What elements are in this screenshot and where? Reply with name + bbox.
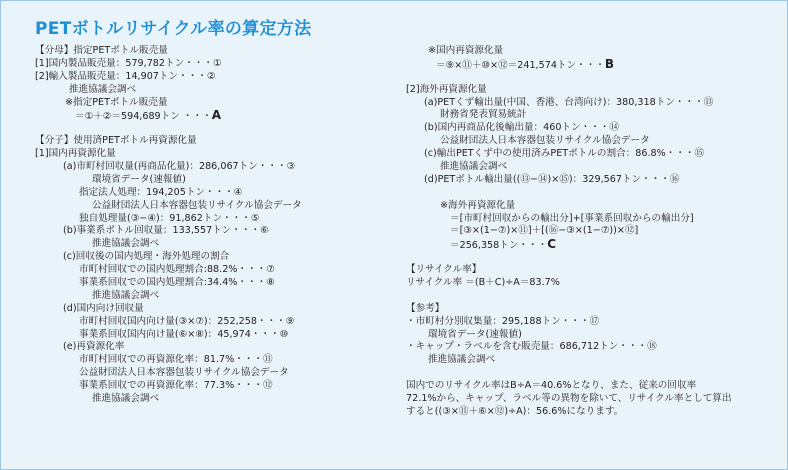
text-line <box>35 97 407 110</box>
text-line <box>35 341 407 354</box>
line-text: 推進協議会調べ <box>428 354 496 366</box>
text-line <box>35 213 407 226</box>
line-text: 72.1%から、キャップ、ラベル等の異物を除いて、リサイクル率として算出 <box>406 393 732 405</box>
line-text: リサイクル率 ＝(B＋C)÷A＝83.7% <box>406 277 560 289</box>
line-text: (d)国内向け回収量 <box>63 302 144 314</box>
text-line <box>406 174 776 187</box>
line-text: (b)国内再商品化後輸出量：460トン・・・⑭ <box>424 122 619 134</box>
text-line <box>35 329 407 342</box>
line-text: 推進協議会調べ <box>440 161 508 173</box>
line-text: 推進協議会調べ <box>92 289 160 301</box>
line-text: 【参考】 <box>406 302 445 314</box>
text-line <box>35 161 407 174</box>
text-line <box>406 45 776 58</box>
line-text: 【リサイクル率】 <box>406 264 482 276</box>
text-line <box>406 148 776 161</box>
text-line <box>406 84 776 97</box>
line-text: 事業系回収での国内処理割合:34.4%・・・⑧ <box>79 277 275 289</box>
text-line <box>406 354 776 367</box>
text-line <box>35 45 407 58</box>
line-text: (c)回収後の国内処理・海外処理の割合 <box>63 251 230 263</box>
text-line <box>35 109 407 122</box>
text-line <box>35 303 407 316</box>
text-line <box>406 341 776 354</box>
text-line <box>406 109 776 122</box>
line-text: 市町村回収での国内処理割合:88.2%・・・⑦ <box>79 264 275 276</box>
line-text: 推進協議会調べ <box>69 83 137 95</box>
spacer <box>406 187 776 200</box>
text-line <box>406 380 776 393</box>
line-text: [2]海外再資源化量 <box>406 83 487 95</box>
line-text: 市町村回収国内向け量(③×⑦)：252,258・・・⑨ <box>79 315 295 327</box>
line-text: 公益財団法人日本容器包装リサイクル協会データ <box>92 199 302 211</box>
line-text: (b)事業系ボトル回収量：133,557トン・・・⑥ <box>63 225 269 237</box>
line-text: 財務省発表貿易統計 <box>440 109 527 121</box>
text-line <box>406 406 776 419</box>
text-line <box>35 316 407 329</box>
text-line <box>35 58 407 71</box>
line-text: 公益財団法人日本容器包装リサイクル協会データ <box>79 367 289 379</box>
line-text: (c)輸出PETくず中の使用済みPETボトルの割合：86.8%・・・⑮ <box>424 148 705 160</box>
text-line <box>406 264 776 277</box>
text-line <box>35 225 407 238</box>
total-label: B <box>604 56 615 71</box>
total-label: A <box>211 108 221 123</box>
text-line <box>35 380 407 393</box>
text-line <box>406 58 776 71</box>
line-text: 【分母】指定PETボトル販売量 <box>35 45 168 56</box>
text-line <box>406 200 776 213</box>
total-label: C <box>547 237 557 252</box>
line-text: 【分子】使用済PETボトル再資源化量 <box>35 135 197 147</box>
text-line <box>35 251 407 264</box>
text-line <box>406 161 776 174</box>
line-text: 公益財団法人日本容器包装リサイクル協会データ <box>440 135 650 147</box>
line-text: ＝①＋②＝594,689トン ・・・ <box>75 111 212 123</box>
text-line <box>406 135 776 148</box>
right-column <box>406 45 776 419</box>
spacer <box>406 367 776 380</box>
text-line <box>35 187 407 200</box>
line-text: ＝⑨×⑪＋⑩×⑫＝241,574トン・・・ <box>436 59 605 71</box>
line-text: 独自処理量(③−④)：91,862トン・・・⑤ <box>79 212 260 224</box>
text-line <box>35 290 407 303</box>
text-line <box>406 225 776 238</box>
line-text: ※国内再資源化量 <box>428 45 504 56</box>
line-text: 推進協議会調べ <box>92 238 160 250</box>
text-line <box>35 200 407 213</box>
line-text: 事業系回収国内向け量(⑥×⑧)：45,974・・・⑩ <box>79 328 289 340</box>
line-text: (e)再資源化率 <box>63 341 125 353</box>
line-text: [1]国内再資源化量 <box>35 148 116 160</box>
line-text: 事業系回収での再資源化率：77.3%・・・⑫ <box>79 380 273 392</box>
line-text: 環境省データ(速報値) <box>92 173 186 185</box>
line-text: 環境省データ(速報値) <box>428 328 522 340</box>
text-line <box>406 238 776 251</box>
text-line <box>35 148 407 161</box>
text-line <box>35 238 407 251</box>
spacer <box>35 122 407 135</box>
line-text: (d)PETボトル輸出量((⑬−⑭)×⑮)：329,567トン・・・⑯ <box>424 173 680 185</box>
line-text: (a)PETくず輸出量(中国、香港、台湾向け)：380,318トン・・・⑬ <box>424 96 714 108</box>
page-title: PETボトルリサイクル率の算定方法 <box>35 19 312 39</box>
left-column <box>35 45 407 406</box>
line-text: 指定法人処理：194,205トン・・・④ <box>79 186 243 198</box>
text-line <box>35 277 407 290</box>
text-line <box>35 367 407 380</box>
spacer <box>406 251 776 264</box>
line-text: すると((③×⑪＋⑥×⑫)÷A)：56.6%になります。 <box>406 405 624 417</box>
line-text: ※海外再資源化量 <box>440 199 516 211</box>
line-text: ＝256,358トン・・・ <box>450 240 548 252</box>
text-line <box>35 354 407 367</box>
text-line <box>406 122 776 135</box>
text-line <box>406 97 776 110</box>
text-line <box>35 135 407 148</box>
spacer <box>406 290 776 303</box>
line-text: [1]国内製品販売量：579,782トン・・・① <box>35 57 222 69</box>
line-text: 国内でのリサイクル率はB÷A＝40.6%となり、また、従来の回収率 <box>406 380 697 392</box>
line-text: ※指定PETボトル販売量 <box>65 96 168 108</box>
text-line <box>406 329 776 342</box>
text-line <box>35 84 407 97</box>
text-line <box>406 213 776 226</box>
text-line <box>406 303 776 316</box>
line-text: ・市町村分別収集量：295,188トン・・・⑰ <box>406 315 600 327</box>
text-line <box>406 393 776 406</box>
line-text: ＝[市町村回収からの輸出分]+[事業系回収からの輸出分] <box>450 212 694 224</box>
spacer <box>406 71 776 84</box>
text-line <box>35 174 407 187</box>
text-line <box>406 277 776 290</box>
text-line <box>35 264 407 277</box>
line-text: ＝[③×(1−⑦)×⑪]＋[(⑯−③×(1−⑦))×⑫] <box>450 225 639 237</box>
line-text: ・キャップ・ラベルを含む販売量：686,712トン・・・⑱ <box>406 341 657 353</box>
line-text: (a)市町村回収量(再商品化量)：286,067トン・・・③ <box>63 161 296 173</box>
text-line <box>35 71 407 84</box>
line-text: 市町村回収での再資源化率：81.7%・・・⑪ <box>79 354 273 366</box>
text-line <box>406 316 776 329</box>
text-line <box>35 393 407 406</box>
line-text: [2]輸入製品販売量：14,907トン・・・② <box>35 70 216 82</box>
line-text: 推進協議会調べ <box>92 393 160 405</box>
